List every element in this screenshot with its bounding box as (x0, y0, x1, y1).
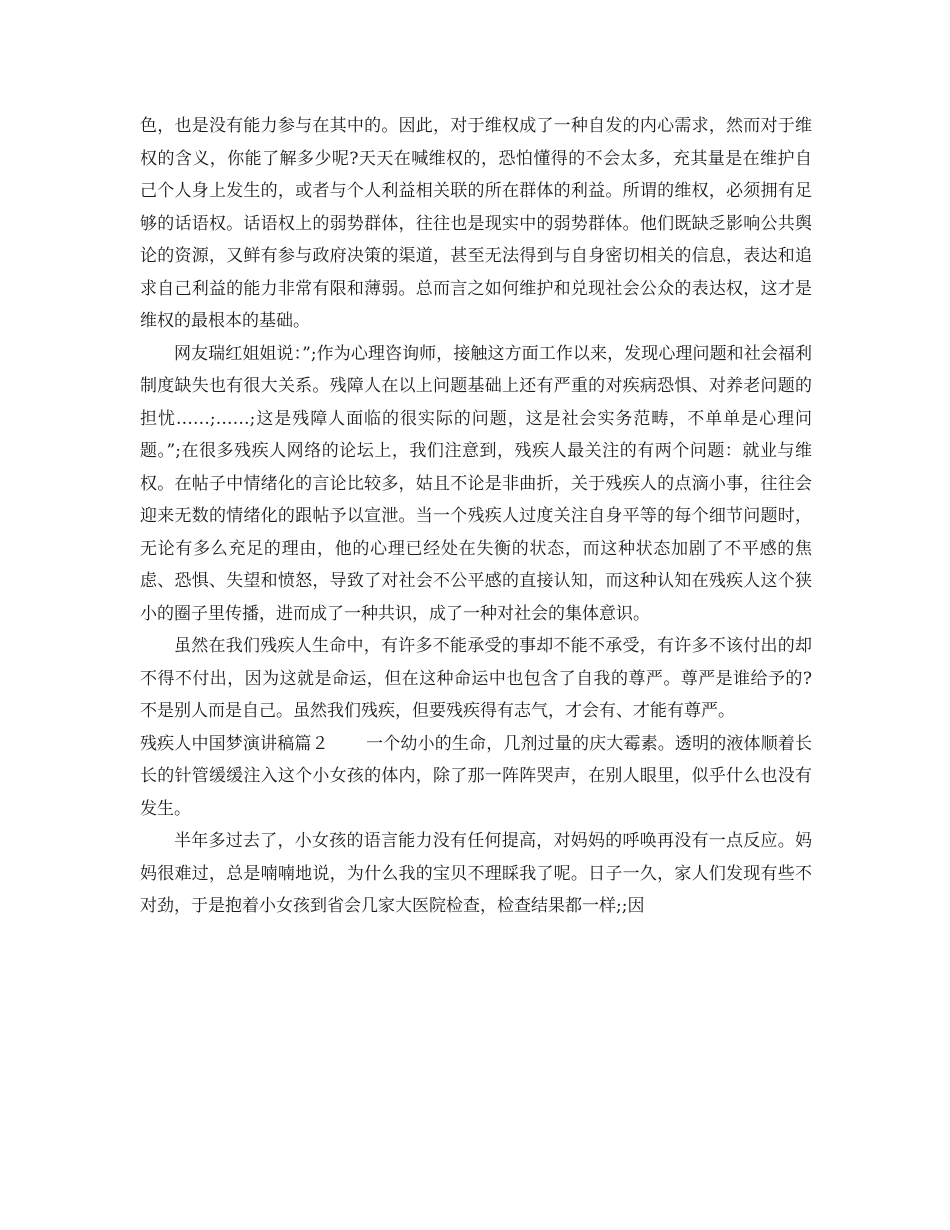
paragraph-1: 色，也是没有能力参与在其中的。因此，对于维权成了一种自发的内心需求，然而对于维权的含义，你能了解多少呢?天天在喊维权的，恐怕懂得的不会太多，充其量是在维护自己个人身上发生的，或者与个人利益相关联的所在群体的利益。所谓的维权，必须拥有足够的话语权。话语权上的弱势群体，往往也是现实中的弱势群体。他们既缺乏影响公共舆论的资源，又鲜有参与政府决策的渠道，甚至无法得到与自身密切相关的信息，表达和追求自己利益的能力非常有限和薄弱。总而言之如何维护和兑现社会公众的表达权，这才是维权的最根本的基础。 (140, 116, 812, 331)
section-heading: 残疾人中国梦演讲稿篇２ (140, 733, 329, 754)
paragraph-4-text: 一个幼小的生命，几剂过量的庆大霉素。透明的液体顺着长长的针管缓缓注入这个小女孩的体内，除了那一阵阵哭声，在别人眼里，似乎什么也没有发生。 (140, 733, 813, 819)
paragraph-4 (140, 728, 812, 826)
paragraph-2: 网友瑞红姐姐说：”;作为心理咨询师，接触这方面工作以来，发现心理问题和社会福利制度缺失也有很大关系。残障人在以上问题基础上还有严重的对疾病恐惧、对养老问题的担忧……;……;这是残障人面临的很实际的问题，这是社会实务范畴，不单单是心理问题。”;在很多残疾人网络的论坛上，我们注意到，残疾人最关注的有两个问题：就业与维权。在帖子中情绪化的言论比较多，姑且不论是非曲折，关于残疾人的点滴小事，往往会迎来无数的情绪化的跟帖予以宣泄。当一个残疾人过度关注自身平等的每个细节问题时，无论有多么充足的理由，他的心理已经处在失衡的状态，而这种状态加剧了不平感的焦虑、恐惧、失望和愤怒，导致了对社会不公平感的直接认知，而这种认知在残疾人这个狭小的圈子里传播，进而成了一种共识，成了一种对社会的集体意识。 (140, 343, 812, 624)
paragraph-5: 半年多过去了，小女孩的语言能力没有任何提高，对妈妈的呼唤再没有一点反应。妈妈很难过，总是喃喃地说，为什么我的宝贝不理睬我了呢。日子一久，家人们发现有些不对劲，于是抱着小女孩到省会几家大医院检查，检查结果都一样;;因 (140, 831, 812, 916)
document-page (140, 110, 812, 923)
paragraph-3: 虽然在我们残疾人生命中，有许多不能承受的事却不能不承受，有许多不该付出的却不得不付出，因为这就是命运，但在这种命运中也包含了自我的尊严。尊严是谁给予的?不是别人而是自己。虽然我们残疾，但要残疾得有志气，才会有、才能有尊严。 (140, 636, 812, 721)
